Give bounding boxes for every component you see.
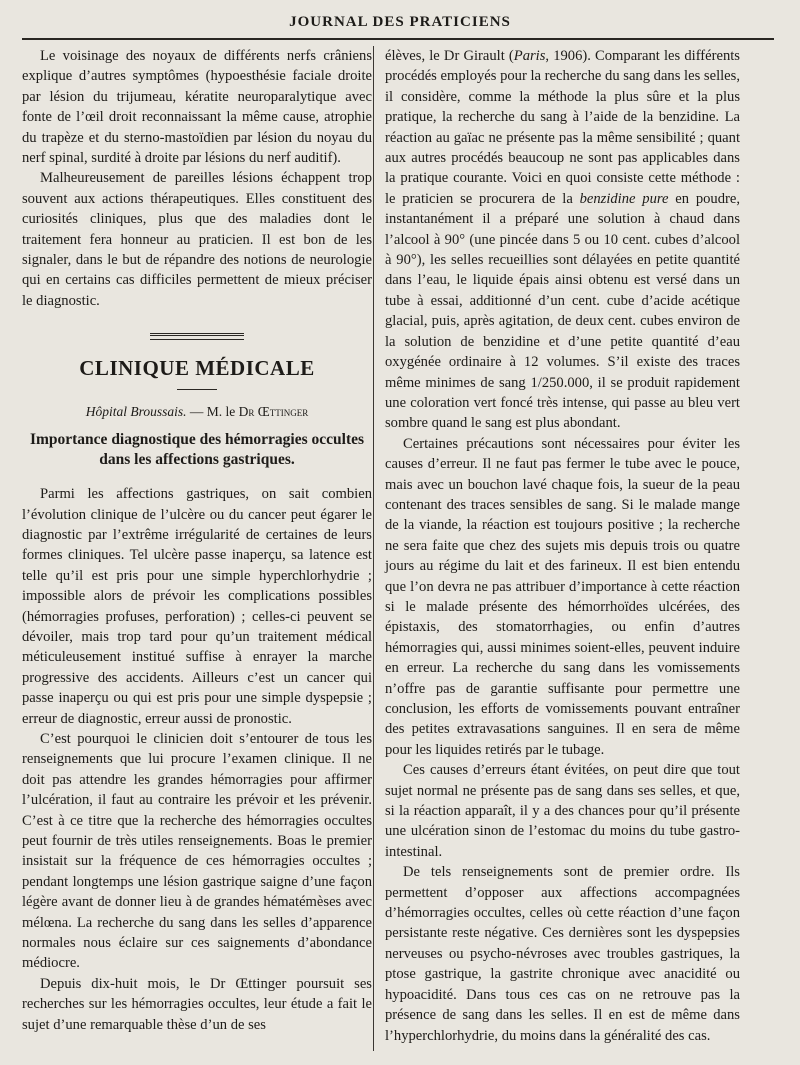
right-paragraph-3: Ces causes d’erreurs étant évitées, on peut dire que tout sujet normal ne présente pas de sang dans ses selles, et que, si la réaction apparaît, il y a des chances pour qu’il présente une ulcération sinon de l’estomac du moins du tube gastro-intestinal. <box>385 762 740 860</box>
column-divider <box>373 46 374 1051</box>
section-divider <box>150 333 244 340</box>
intro-paragraph-2: Malheureusement de pareilles lésions échappent trop souvent aux actions thérapeutiques. Elles constituent des curiosités cliniques, plus que des maladies dont le traitement fera honneur au praticien. Il est bon de les signaler, dans le but de répandre des notions de neurologie qui en certains cas difficiles permettent de mieux préciser le diagnostic. <box>22 170 372 309</box>
article-title-line-2: dans les affections gastriques. <box>99 451 295 469</box>
article-title <box>22 430 372 470</box>
left-column <box>22 46 372 1035</box>
p1-rest: en poudre, instantanément il a préparé une solution à chaud dans l’alcool à 90° (une pincée dans 5 ou 10 cent. cubes d’alcool à 90°), les selles recueillies sont délayées en petite quantité dans l’eau, le liquide épais ainsi obtenu est versé dans un tube à essai, additionné d’un cent. cube d’acide acétique glacial, puis, après agitation, de deux cent. cubes environ de la solution de benzidine et d’une petite quantité d’eau oxygénée ordinaire à 12 volumes. S’il existe des traces même minimes de sang 1/250.000, il se produit rapidement une coloration vert foncé très intense, qui passe au bleu vert sombre quand le sang est plus abondant. <box>385 190 740 432</box>
byline-separator: — M. le <box>189 403 236 419</box>
right-column <box>385 46 740 1046</box>
article-byline <box>22 402 372 422</box>
byline-doctor: Dr Œttinger <box>238 403 309 419</box>
section-title: CLINIQUE MÉDICALE <box>79 356 315 381</box>
intro-paragraph-1: Le voisinage des noyaux de différents nerfs crâniens explique d’autres symptômes (hypoesthésie faciale droite par lésion du trijumeau, kératite neuroparalytique avec fonte de l’œil droit reconnaissant la même cause, atrophie du trapèze et du sterno-mastoïdien par lésion du noyau du nerf spinal, surdité à droite par lésions du nerf auditif). <box>22 48 372 167</box>
body-paragraph-3: Depuis dix-huit mois, le Dr Œttinger poursuit ses recherches sur les hémorragies occultes, leur étude a fait le sujet d’une remarquable thèse d’un de ses <box>22 975 372 1033</box>
right-paragraph-1 <box>385 46 740 434</box>
p1-city: Paris <box>513 48 546 64</box>
header-rule <box>22 38 774 40</box>
section-title-rule <box>177 389 217 390</box>
right-paragraph-4: De tels renseignements sont de premier ordre. Ils permettent d’opposer aux affections accompagnées d’hémorragies occultes, celles où cette réaction d’une façon persistante reste négative. Ces dernières sont les dyspepsies nerveuses ou psycho-névroses avec troubles gastriques, la ptose gastrique, la gastrite chronique avec anacidité ou hypoacidité. Dans tous ces cas on ne retrouve pas la présence de sang dans les selles. Il en est de même dans l’hyperchlorhydrie, du moins dans la généralité des cas. <box>385 864 740 1044</box>
body-paragraph-1: Parmi les affections gastriques, on sait combien l’évolution clinique de l’ulcère ou du cancer peut égarer le diagnostic par l’extrême irrégularité de certaines de leurs formes cliniques. Tel ulcère passe inaperçu, sa latence est telle qu’il est pris pour une simple hyperchlorhydrie ; impossible alors de prévoir les complications possibles (hémorragies profuses, perforation) ; celles-ci peuvent se dévoiler, mais trop tard pour qu’un traitement médical méticuleusement institué suffise à enrayer la marche progressive des accidents. Ailleurs c’est un cancer qui passe inaperçu ou qui est pris pour une simple dyspepsie ; erreur de diagnostic, erreur aussi de pronostic. <box>22 486 372 727</box>
body-paragraph-2: C’est pourquoi le clinicien doit s’entourer de tous les renseignements que lui procure l’examen clinique. Il ne doit pas attendre les grandes hémorragies pour affirmer l’ulcération, il faut au contraire les prévoir et les prévenir. C’est à ce titre que la recherche des hémorragies occultes peut fournir de très utiles renseignements. Boas le premier insistait sur la fréquence de ces hémorragies occultes ; pendant longtemps une lésion gastrique saigne d’une façon légère avant de donner lieu à de grandes hématémèses avec mélœna. La recherche du sang dans les selles d’apparence normales nous éclaire sur ces saignements d’abondance médiocre. <box>22 730 372 972</box>
running-header: JOURNAL DES PRATICIENS <box>289 14 511 30</box>
article-title-line-1: Importance diagnostique des hémorragies occultes <box>29 431 365 449</box>
byline-hospital: Hôpital Broussais. <box>85 403 187 419</box>
right-paragraph-2: Certaines précautions sont nécessaires pour éviter les causes d’erreur. Il ne faut pas fermer le tube avec le pouce, mais avec un bouchon lavé chaque fois, la sueur de la peau contenant des traces sensibles de sang. Si le malade mange de la viande, la réaction est toujours positive ; la recherche ne sera faite que chez des sujets mis depuis trois ou quatre jours au régime du lait et des farineux. Il est bien entendu que l’on devra ne pas attribuer d’importance à cette réaction si le malade présente des hémorrhoïdes ulcérées, des épistaxis, des stomatorrhagies, ou enfin d’autres hémorragies qui, aussi minimes soient-elles, peuvent induire en erreur. La recherche du sang dans les vomissements n’offre pas de garantie suffisante pour permettre une conclusion, les efforts de vomissements pouvant entraîner des petites extravasations sanguines. Il en sera de même pour les liquides retirés par le tubage. <box>385 435 740 758</box>
p1-before-city: élèves, le Dr Girault ( <box>385 48 514 64</box>
p1-reagent: benzidine pure <box>579 190 669 207</box>
p1-after-city: , 1906). Comparant les différents procédés employés pour la recherche du sang dans les selles, il considère, comme la méthode la plus sûre et la plus pratique, la recherche du sang à l’aide de la benzidine. La réaction au gaïac ne présente pas la même sensibilité ; quant aux autres procédés beaucoup ne sont pas applicables dans la pratique courante. Voici en quoi consiste cette méthode : le praticien se procurera de la <box>385 48 740 207</box>
